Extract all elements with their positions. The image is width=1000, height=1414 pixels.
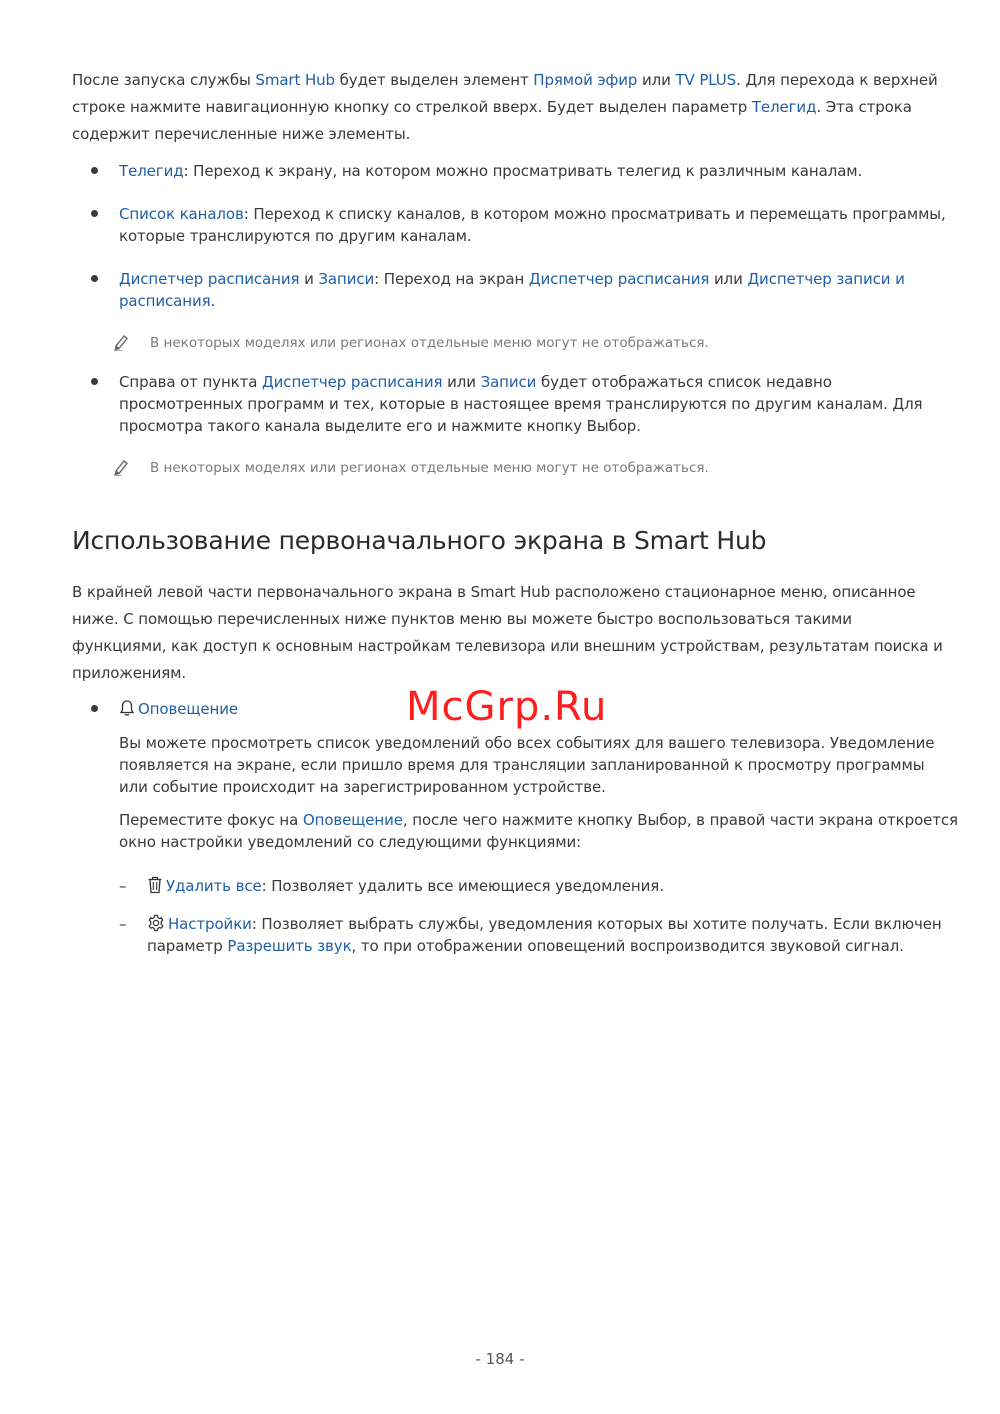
notification-term: Оповещение [138, 700, 239, 718]
bullet-dot [91, 378, 98, 385]
bullet-recent-line-2: просмотренных программ и тех, которые в настоящее время транслируются по другим каналам. Для [119, 395, 923, 413]
tv-plus-term: TV PLUS [675, 71, 737, 89]
dash-marker: – [119, 877, 127, 895]
note-text: В некоторых моделях или регионах отдельные меню могут не отображаться. [150, 460, 709, 476]
bullet-schedule-manager [119, 268, 905, 290]
pencil-icon [113, 333, 129, 351]
text: или [709, 270, 748, 288]
text: будет выделен элемент [334, 71, 534, 89]
live-tv-term: Прямой эфир [533, 71, 638, 89]
guide-term: Телегид [751, 98, 817, 116]
text: параметр [147, 937, 228, 955]
settings-item [147, 913, 942, 935]
dash-marker: – [119, 915, 127, 933]
text: будет отображаться список недавно [536, 373, 832, 391]
intro-line-3: содержит перечисленные ниже элементы. [72, 125, 411, 143]
bullet-channel-list [119, 203, 946, 225]
bullet-schedule-manager-line-2 [119, 290, 215, 312]
bullet-recent [119, 371, 832, 393]
text: : Позволяет удалить все имеющиеся уведомления. [261, 877, 664, 895]
bullet-dot [91, 167, 98, 174]
text: После запуска службы [72, 71, 256, 89]
recordings-term: Записи [480, 373, 537, 391]
section-line-3: функциями, как доступ к основным настройкам телевизора или внешним устройствам, результатам поиска и [72, 637, 943, 655]
recording-schedule-manager-term: расписания [119, 292, 211, 310]
bullet-dot [91, 210, 98, 217]
text: или [637, 71, 676, 89]
schedule-manager-term: Диспетчер расписания [528, 270, 710, 288]
guide-term: Телегид [119, 162, 184, 180]
page-number: - 184 - [475, 1350, 525, 1368]
watermark: McGrp.Ru [406, 684, 608, 730]
bell-icon [119, 699, 135, 717]
text: : Переход к списку каналов, в котором можно просматривать и перемещать программы, [243, 205, 946, 223]
text: Справа от пункта [119, 373, 263, 391]
recordings-term: Записи [318, 270, 375, 288]
bullet-dot [91, 705, 98, 712]
trash-icon [147, 876, 163, 894]
intro-line-2 [72, 96, 912, 118]
text: строке нажмите навигационную кнопку со стрелкой вверх. Будет выделен параметр [72, 98, 752, 116]
bullet-guide [119, 160, 862, 182]
settings-item-line-2 [147, 935, 904, 957]
text: . Для перехода к верхней [736, 71, 938, 89]
section-line-2: ниже. С помощью перечисленных ниже пунктов меню вы можете быстро воспользоваться такими [72, 610, 852, 628]
channel-list-term: Список каналов [119, 205, 244, 223]
notification-desc-line-3: или событие происходит на зарегистрированном устройстве. [119, 778, 606, 796]
notification-desc-line-1: Вы можете просмотреть список уведомлений обо всех событиях для вашего телевизора. Уведомление [119, 734, 935, 752]
bullet-channel-list-line-2: которые транслируются по другим каналам. [119, 227, 472, 245]
delete-all-item [147, 875, 664, 897]
intro-line-1 [72, 69, 938, 91]
delete-all-term: Удалить все [166, 877, 262, 895]
text: : Переход к экрану, на котором можно просматривать телегид к различным каналам. [183, 162, 863, 180]
notification-desc-line-2: появляется на экране, если пришло время для трансляции запланированной к просмотру программы [119, 756, 925, 774]
notification-focus-line-1 [119, 809, 958, 831]
pencil-icon [113, 458, 129, 476]
smart-hub-term: Smart Hub [255, 71, 335, 89]
section-line-4: приложениям. [72, 664, 187, 682]
notification-focus-line-2: окно настройки уведомлений со следующими функциями: [119, 833, 582, 851]
text: , после чего нажмите кнопку Выбор, в правой части экрана откроется [402, 811, 958, 829]
settings-term: Настройки [168, 915, 252, 933]
notification-term: Оповещение [302, 811, 403, 829]
recording-schedule-manager-term: Диспетчер записи и [747, 270, 905, 288]
allow-sound-term: Разрешить звук [227, 937, 352, 955]
bullet-dot [91, 275, 98, 282]
text: и [299, 270, 319, 288]
text: , то при отображении оповещений воспроизводится звуковой сигнал. [351, 937, 904, 955]
text: . Эта строка [816, 98, 912, 116]
text: . [210, 292, 216, 310]
section-heading: Использование первоначального экрана в Smart Hub [72, 526, 767, 555]
text: или [442, 373, 481, 391]
schedule-manager-term: Диспетчер расписания [262, 373, 443, 391]
section-line-1: В крайней левой части первоначального экрана в Smart Hub расположено стационарное меню, описанное [72, 583, 916, 601]
text: : Позволяет выбрать службы, уведомления которых вы хотите получать. Если включен [251, 915, 942, 933]
notification-item [119, 698, 238, 720]
text: : Переход на экран [374, 270, 529, 288]
note-text: В некоторых моделях или регионах отдельные меню могут не отображаться. [150, 335, 709, 351]
text: Переместите фокус на [119, 811, 303, 829]
gear-icon [147, 914, 165, 932]
schedule-manager-term: Диспетчер расписания [119, 270, 300, 288]
bullet-recent-line-3: просмотра такого канала выделите его и нажмите кнопку Выбор. [119, 417, 641, 435]
